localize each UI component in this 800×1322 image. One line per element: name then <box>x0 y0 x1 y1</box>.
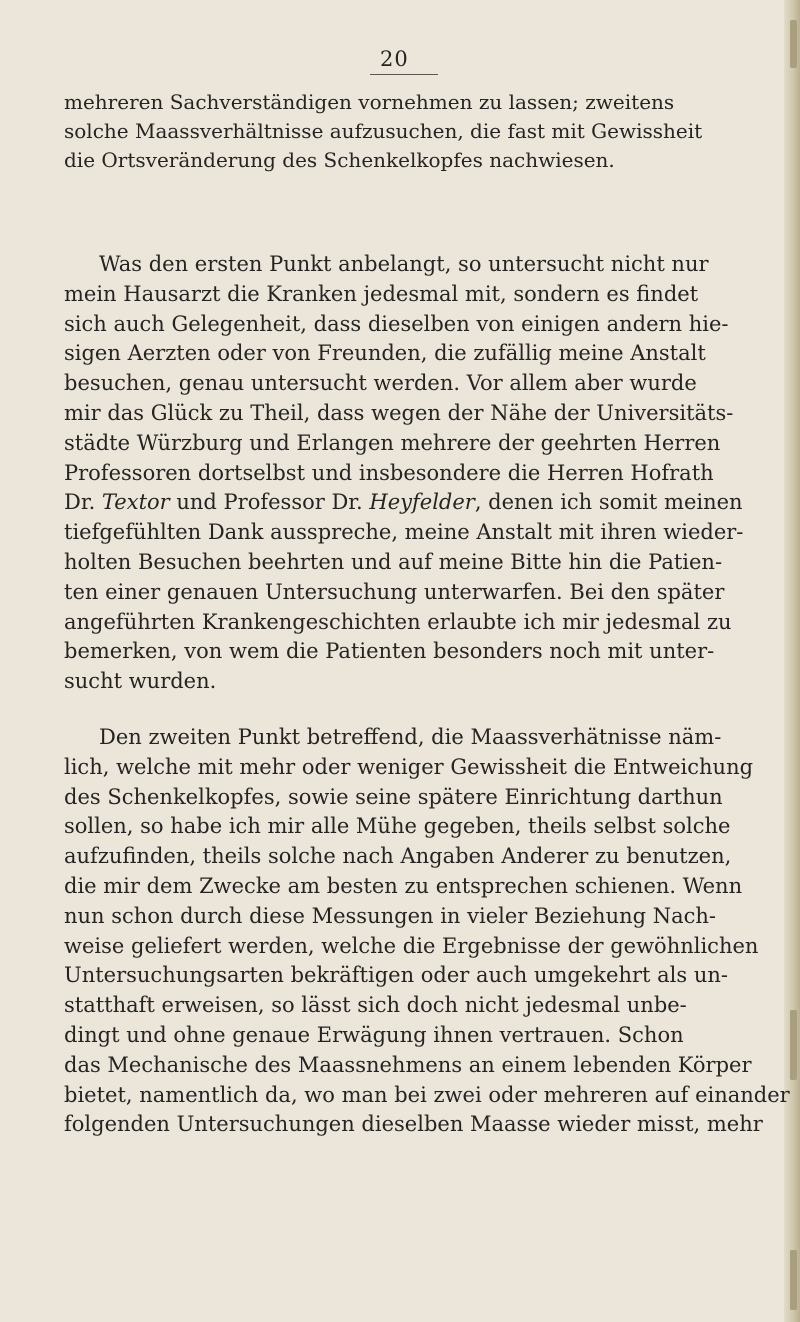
line-text: aufzufinden, theils solche nach Angaben Anderer zu benutzen, <box>64 844 732 869</box>
line-text: tiefgefühlten Dank ausspreche, meine Anstalt mit ihren wieder- <box>64 520 744 545</box>
italic-name: Heyfelder <box>369 490 475 515</box>
line-text: holten Besuchen beehrten und auf meine Bitte hin die Patien- <box>64 549 723 574</box>
text-line <box>64 488 743 518</box>
text-line <box>64 991 736 1021</box>
text-line <box>64 548 736 578</box>
line-text: das Mechanische des Maassnehmens an einem lebenden Körper <box>64 1052 752 1077</box>
text-line <box>64 753 754 783</box>
line-text: sucht wurden. <box>64 669 217 694</box>
line-text: ten einer genauen Untersuchung unterwarfen. Bei den später <box>64 579 725 604</box>
italic-name: Textor <box>101 490 170 515</box>
text-line <box>64 369 736 399</box>
text-line <box>64 783 736 813</box>
text-line <box>64 723 736 753</box>
page-edge-shadow <box>784 0 800 1322</box>
text-line <box>64 429 736 459</box>
text-line <box>64 1021 736 1051</box>
text-line <box>64 872 743 902</box>
text-line <box>64 146 736 175</box>
edge-mark <box>790 1250 797 1310</box>
text-line <box>64 932 759 962</box>
line-text: Dr. Textor und Professor Dr. Heyfelder, denen ich somit meinen <box>64 490 743 515</box>
text-line <box>64 88 736 117</box>
text-line <box>64 310 736 340</box>
text-line <box>64 250 736 280</box>
line-text: solche Maassverhältnisse aufzusuchen, die fast mit Gewissheit <box>64 119 703 143</box>
text-line <box>64 117 736 146</box>
text-line <box>64 608 736 638</box>
line-text: sigen Aerzten oder von Freunden, die zufällig meine Anstalt <box>64 341 706 366</box>
text-line <box>64 902 736 932</box>
line-text: statthaft erweisen, so lässt sich doch nicht jedesmal unbe- <box>64 993 687 1018</box>
line-text: die mir dem Zwecke am besten zu entsprechen schienen. Wenn <box>64 873 743 898</box>
line-text: Professoren dortselbst und insbesondere die Herren Hofrath <box>64 460 714 485</box>
line-text: Untersuchungsarten bekräftigen oder auch umgekehrt als un- <box>64 963 728 988</box>
text-line <box>64 339 736 369</box>
line-text: dingt und ohne genaue Erwägung ihnen vertrauen. Schon <box>64 1022 684 1047</box>
text-line <box>64 667 736 697</box>
text-line <box>64 280 736 310</box>
paragraph-1 <box>64 88 736 175</box>
line-text: mein Hausarzt die Kranken jedesmal mit, sondern es findet <box>64 281 699 306</box>
line-text: mehreren Sachverständigen vornehmen zu lassen; zweitens <box>64 90 675 114</box>
page-number: 20 <box>380 47 409 71</box>
line-text: sich auch Gelegenheit, dass dieselben von einigen andern hie- <box>64 311 729 336</box>
text-line <box>64 1110 763 1140</box>
paragraph-3 <box>64 723 790 1140</box>
line-text: angeführten Krankengeschichten erlaubte ich mir jedesmal zu <box>64 609 732 634</box>
text-line <box>64 961 736 991</box>
line-text: nun schon durch diese Messungen in vieler Beziehung Nach- <box>64 903 717 928</box>
line-text: folgenden Untersuchungen dieselben Maasse wieder misst, mehr <box>64 1112 763 1137</box>
text-line <box>64 842 736 872</box>
line-text: besuchen, genau untersucht werden. Vor allem aber wurde <box>64 371 697 396</box>
line-text: die Ortsveränderung des Schenkelkopfes nachwiesen. <box>64 148 615 172</box>
text-line <box>64 399 736 429</box>
text-line <box>64 578 736 608</box>
line-text: städte Würzburg und Erlangen mehrere der geehrten Herren <box>64 430 721 455</box>
text-line <box>64 1051 752 1081</box>
line-text: sollen, so habe ich mir alle Mühe gegeben, theils selbst solche <box>64 814 731 839</box>
text-line <box>64 1081 790 1111</box>
line-text: lich, welche mit mehr oder weniger Gewissheit die Entweichung <box>64 754 754 779</box>
text-line <box>64 637 736 667</box>
edge-mark <box>790 1010 797 1080</box>
line-text: bietet, namentlich da, wo man bei zwei oder mehreren auf einander <box>64 1082 790 1107</box>
line-text: weise geliefert werden, welche die Ergebnisse der gewöhnlichen <box>64 933 759 958</box>
line-text: bemerken, von wem die Patienten besonders noch mit unter- <box>64 639 715 664</box>
text-line <box>64 518 744 548</box>
line-text: des Schenkelkopfes, sowie seine spätere Einrichtung darthun <box>64 784 723 809</box>
text-line <box>64 812 736 842</box>
line-text: mir das Glück zu Theil, dass wegen der Nähe der Universitäts- <box>64 400 734 425</box>
page-number-rule <box>370 74 438 75</box>
edge-mark <box>790 20 797 68</box>
line-text: Den zweiten Punkt betreffend, die Maassverhätnisse näm- <box>99 725 722 749</box>
paragraph-2 <box>64 250 744 697</box>
line-text: Was den ersten Punkt anbelangt, so untersucht nicht nur <box>99 252 709 276</box>
text-line <box>64 459 736 489</box>
